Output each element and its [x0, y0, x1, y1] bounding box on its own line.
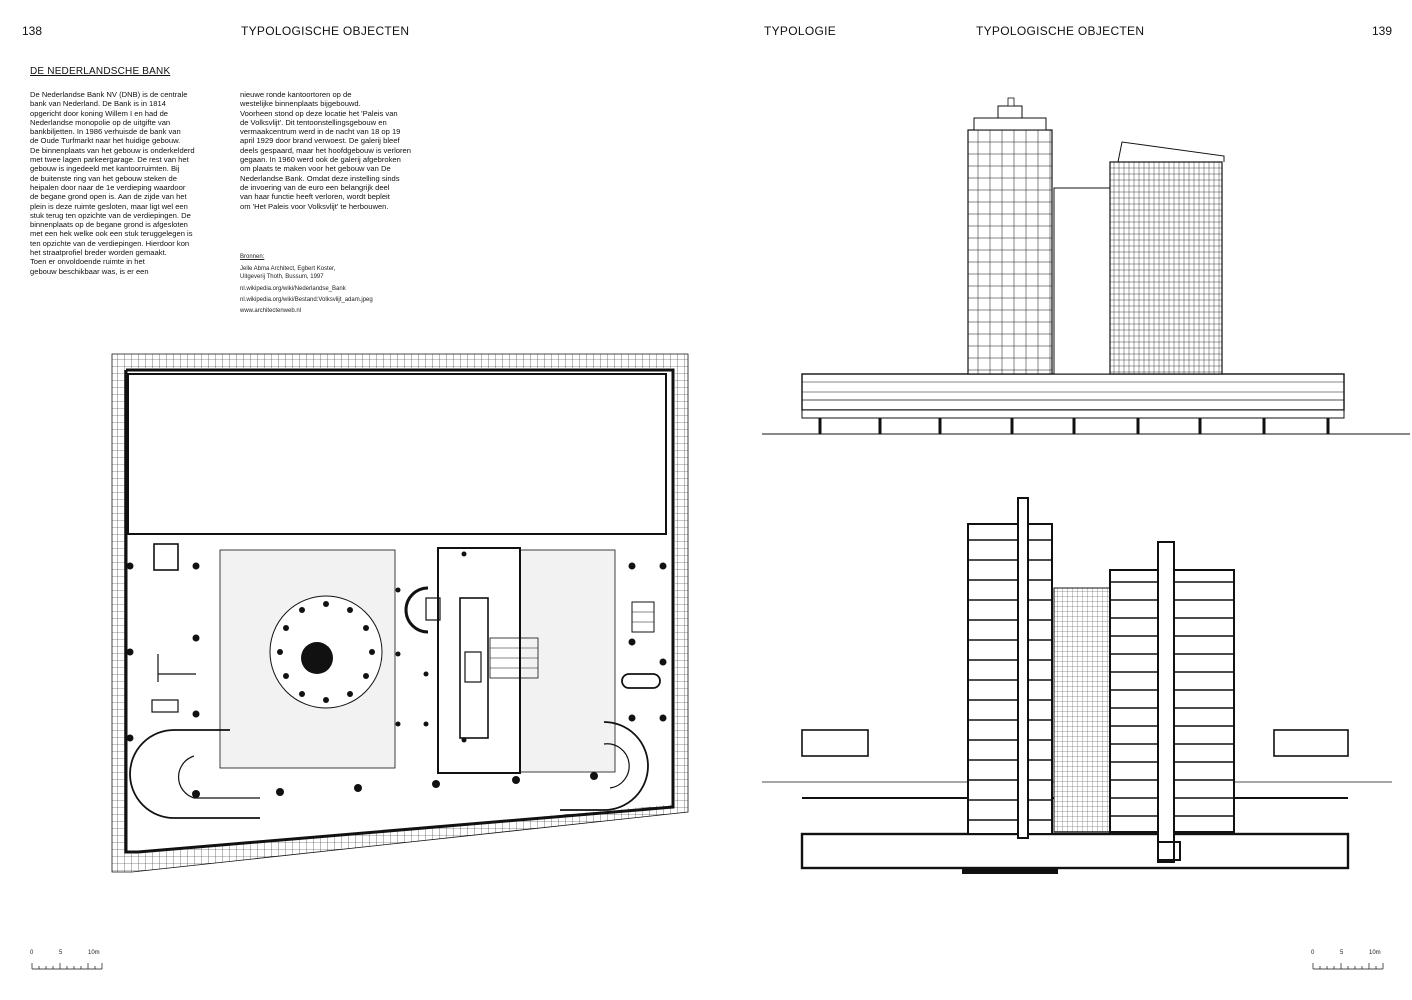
body-line: de buitenste ring van het gebouw steken de [30, 173, 177, 183]
body-line: Nederlandse Bank. Omdat deze instelling sinds [240, 173, 400, 183]
source-item: nl.wikipedia.org/wiki/Bestand:Volksvlijt_adam.jpeg [240, 297, 373, 303]
source-item: www.architectenweb.nl [240, 308, 302, 314]
body-line: vermaakcentrum werd in de nacht van 18 op 19 [240, 127, 401, 137]
body-line: opgericht door koning Willem I en had de [30, 108, 169, 118]
body-line: om plaats te maken voor het gebouw van De [240, 164, 391, 174]
article-title: DE NEDERLANDSCHE BANK [30, 66, 171, 77]
left-page-header: TYPOLOGISCHE OBJECTEN [241, 24, 410, 38]
body-line: het straatprofiel breder worden gemaakt. [30, 248, 167, 258]
body-line: gebouw beschikbaar was, is er een [30, 266, 149, 276]
body-column-2 [240, 90, 450, 211]
body-line: heipalen door naar de 1e verdieping waardoor [30, 182, 186, 192]
sources-list [240, 265, 460, 315]
body-line: westelijke binnenplaats bijgebouwd. [240, 99, 361, 109]
body-line: de Volksvlijt'. Dit tentoonstellingsgebouw en [240, 117, 387, 127]
source-item: Jelle Abma Architect, Egbert Koster, [240, 266, 336, 272]
right-page-section: TYPOLOGIE [764, 24, 837, 38]
body-line: stuk terug ten opzichte van de verdiepingen. De [30, 210, 191, 220]
scale-ticks [1311, 959, 1391, 971]
elevation-drawing [762, 96, 1412, 436]
body-column-1 [30, 90, 235, 276]
scale-label: 5 [1340, 950, 1344, 956]
body-line: De binnenplaats van het gebouw is onderkelderd [30, 145, 195, 155]
floor-plan-drawing [110, 352, 710, 912]
body-line: Toen er onvoldoende ruimte in het [30, 257, 145, 267]
body-line: Nederlandse monopolie op de uitgifte van [30, 117, 171, 127]
section-drawing [762, 496, 1412, 886]
body-line: gebouw is ingedeeld met kantoorruimten. Bij [30, 164, 180, 174]
body-line: bankbiljetten. In 1986 verhuisde de bank van [30, 127, 181, 137]
body-line: plein is deze ruimte gesloten, maar ligt wel een [30, 201, 188, 211]
source-item: Uitgeverij Thoth, Bussum, 1997 [240, 274, 324, 280]
scale-label: 0 [1311, 950, 1315, 956]
body-line: om 'Het Paleis voor Volksvlijt' te herbouwen. [240, 201, 389, 211]
scale-label: 0 [30, 950, 34, 956]
body-line: De Nederlandse Bank NV (DNB) is de centrale [30, 90, 188, 99]
body-line: deels gespaard, maar het hoofdgebouw is verloren [240, 145, 411, 155]
body-line: ten opzichte van de verdiepingen. Hierdoor kon [30, 238, 190, 248]
body-line: de Oude Turfmarkt naar het huidige gebouw. [30, 136, 181, 146]
body-line: april 1929 door brand verwoest. De galerij bleef [240, 136, 400, 146]
body-line: bank van Nederland. De Bank is in 1814 [30, 99, 166, 109]
left-page-number: 138 [22, 24, 43, 38]
source-item: nl.wikipedia.org/wiki/Nederlandse_Bank [240, 286, 346, 292]
right-page-header: TYPOLOGISCHE OBJECTEN [976, 24, 1145, 38]
body-line: de begane grond open is. Aan de zijde van het [30, 192, 187, 202]
body-line: de invoering van de euro een belangrijk deel [240, 182, 390, 192]
scale-label: 10m [1369, 950, 1381, 956]
scale-ticks [30, 959, 110, 971]
right-page-number: 139 [1372, 24, 1393, 38]
body-line: binnenplaats op de begane grond is afgesloten [30, 220, 188, 230]
sources-label: Bronnen: [240, 254, 265, 260]
body-line: van haar functie heeft verloren, wordt bepleit [240, 192, 390, 202]
body-line: nieuwe ronde kantoortoren op de [240, 90, 352, 99]
scale-label: 5 [59, 950, 63, 956]
scale-label: 10m [88, 950, 100, 956]
body-line: Voorheen stond op deze locatie het 'Paleis van [240, 108, 398, 118]
body-line: gegaan. In 1960 werd ook de galerij afgebroken [240, 155, 401, 165]
body-line: met een hek welke ook een stuk teruggelegen is [30, 229, 193, 239]
body-line: met twee lagen parkeergarage. De rest van het [30, 155, 189, 165]
